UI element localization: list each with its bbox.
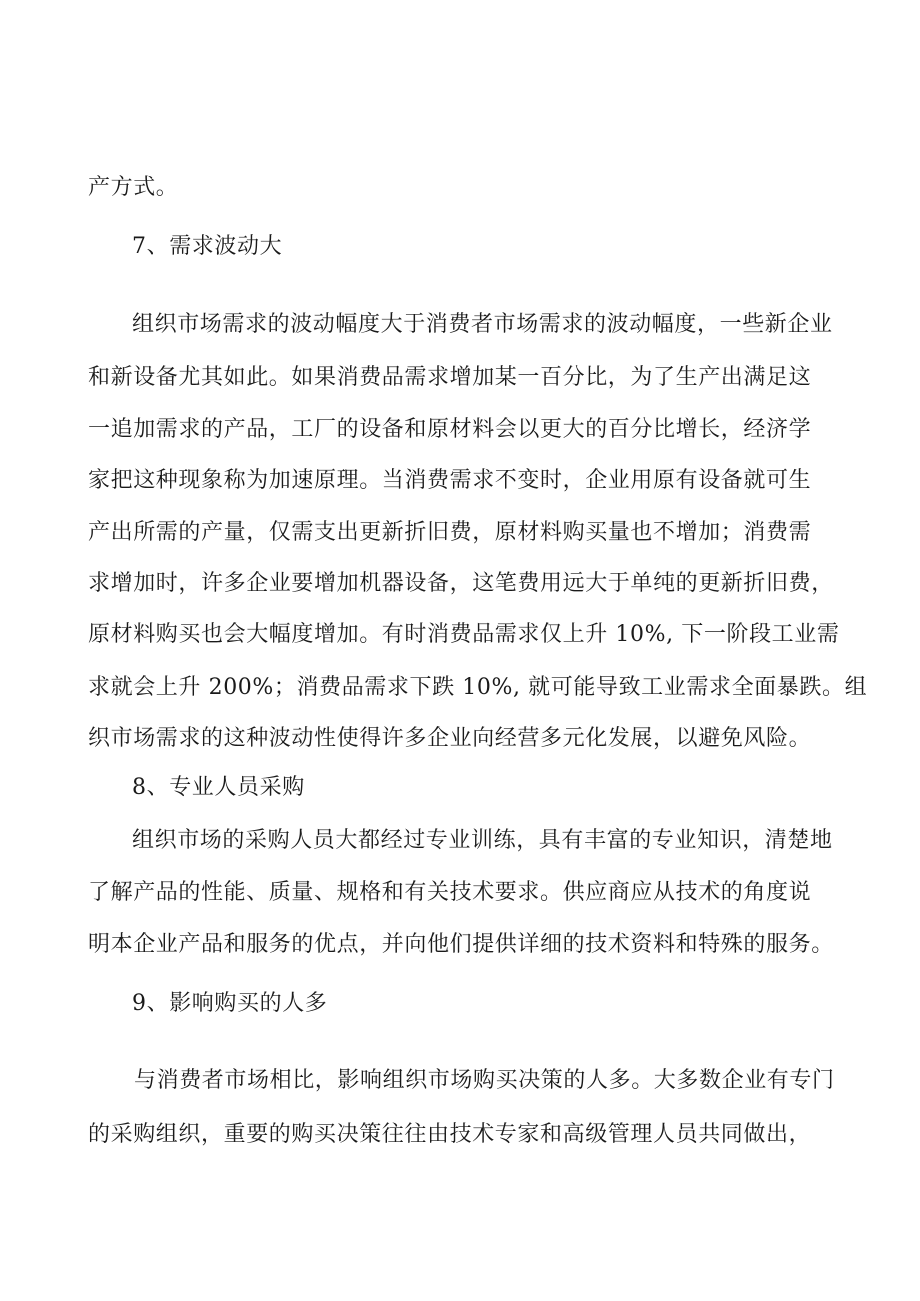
section-7-line-8: 求就会上升 200%；消费品需求下跌 10%, 就可能导致工业需求全面暴跌。组 [88,675,868,700]
section-8-line-1: 组织市场的采购人员大都经过专业训练，具有丰富的专业知识，清楚地 [132,828,833,853]
section-8-line-2: 了解产品的性能、质量、规格和有关技术要求。供应商应从技术的角度说 [88,880,812,905]
paragraph-continuation: 产方式。 [88,175,179,200]
section-7-line-1: 组织市场需求的波动幅度大于消费者市场需求的波动幅度，一些新企业 [132,312,833,337]
section-8-heading: 8、专业人员采购 [132,775,305,800]
section-7-line-9: 织市场需求的这种波动性使得许多企业向经营多元化发展，以避免风险。 [88,726,812,751]
section-9-heading: 9、影响购买的人多 [132,991,328,1016]
section-8-line-3: 明本企业产品和服务的优点，并向他们提供详细的技术资料和特殊的服务。 [88,932,834,957]
section-7-heading: 7、需求波动大 [132,234,283,259]
section-7-line-2: 和新设备尤其如此。如果消费品需求增加某一百分比，为了生产出满足这 [88,365,812,390]
section-7-line-3: 一追加需求的产品，工厂的设备和原材料会以更大的百分比增长，经济学 [88,417,812,442]
section-9-line-2: 的采购组织，重要的购买决策往往由技术专家和高级管理人员共同做出， [88,1122,812,1147]
section-7-line-5: 产出所需的产量，仅需支出更新折旧费，原材料购买量也不增加；消费需 [88,520,812,545]
section-9-line-1: 与消费者市场相比，影响组织市场购买决策的人多。大多数企业有专门 [134,1068,835,1093]
section-7-line-4: 家把这种现象称为加速原理。当消费需求不变时，企业用原有设备就可生 [88,468,812,493]
section-7-line-6: 求增加时，许多企业要增加机器设备，这笔费用远大于单纯的更新折旧费， [88,571,834,596]
section-7-line-7: 原材料购买也会大幅度增加。有时消费品需求仅上升 10%, 下一阶段工业需 [88,622,840,647]
